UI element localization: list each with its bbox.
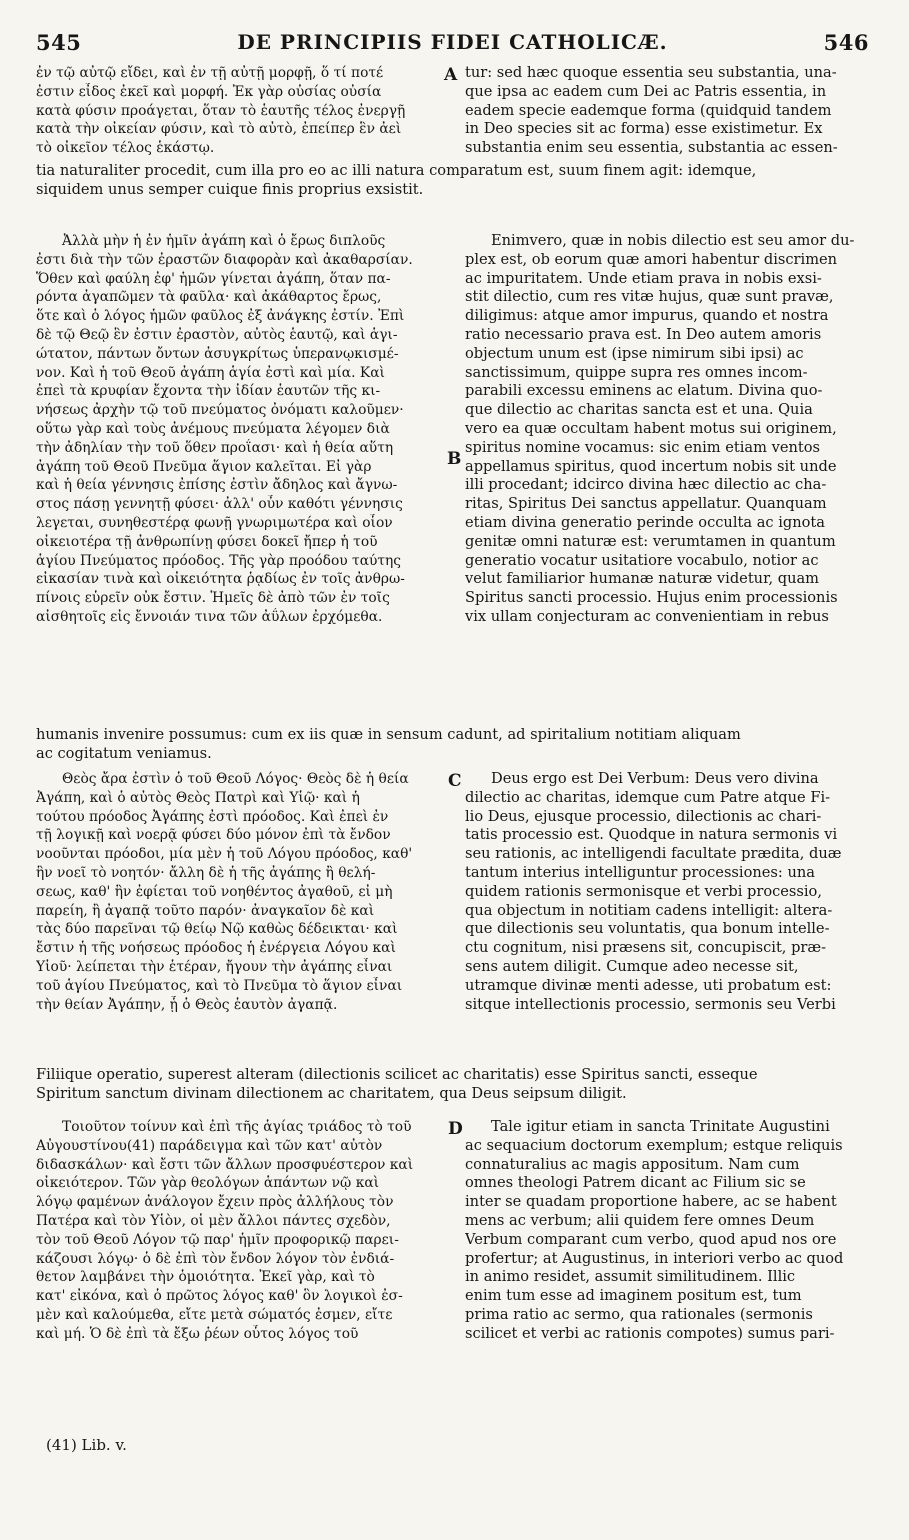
latin-line: ac sequacium doctorum exemplum; estque reliquis	[465, 1136, 843, 1154]
greek-line: τὴν ἀδηλίαν τὴν τοῦ ὅθεν προΐασι· καὶ ἡ θεία αὕτη	[36, 439, 394, 456]
greek-line: τούτου πρόοδος Ἀγάπης ἐστὶ πρόοδος. Καὶ ἐπεὶ ἐν	[36, 808, 389, 825]
greek-line: Ἀλλὰ μὴν ἡ ἐν ἡμῖν ἀγάπη καὶ ὁ ἔρως διπλοῦς	[62, 233, 386, 249]
latin-line: que ipsa ac eadem cum Dei ac Patris essentia, in	[465, 82, 827, 100]
margin-marker-d: D	[448, 1119, 463, 1139]
greek-line: Ὅθεν καὶ φαύλη ἐφ' ἡμῶν γίνεται ἀγάπη, ὅταν πα-	[36, 270, 391, 287]
full-width-continuation	[36, 1066, 874, 1104]
full-width-continuation	[36, 726, 874, 764]
greek-line: οἰκειότερον. Τῶν γὰρ θεολόγων ἁπάντων νῷ καὶ	[36, 1175, 380, 1192]
greek-line: κατὰ τὴν οἰκείαν φύσιν, καὶ τὸ αὐτὸ, ἐπείπερ ἓν ἀεὶ	[36, 121, 402, 138]
latin-line: vix ullam conjecturam ac convenientiam in rebus	[465, 607, 829, 625]
greek-line: ἐν τῷ αὐτῷ εἴδει, καὶ ἐν τῇ αὐτῇ μορφῇ, ὅ τί ποτέ	[36, 65, 384, 81]
greek-line: τὸν τοῦ Θεοῦ Λόγον τῷ παρ' ἡμῖν προφορικῷ παρει-	[36, 1231, 399, 1248]
page-number-left: 545	[36, 30, 82, 55]
greek-line: Τοιοῦτον τοίνυν καὶ ἐπὶ τῆς ἁγίας τριάδος τὸ τοῦ	[62, 1119, 412, 1135]
latin-line: in Deo species sit ac forma) esse existimetur. Ex	[465, 120, 823, 138]
latin-column	[465, 64, 874, 158]
latin-line: scilicet et verbi ac rationis compotes) sumus pari-	[465, 1324, 835, 1342]
latin-line: dilectio ac charitas, idemque cum Patre atque Fi-	[465, 788, 831, 806]
latin-line: stit dilectio, cum res vitæ hujus, quæ sunt pravæ,	[465, 288, 834, 306]
greek-line: διδασκάλων· καὶ ἔστι τῶν ἄλλων προσφυέστερον καὶ	[36, 1156, 414, 1173]
greek-line: νοοῦνται πρόοδοι, μία μὲν ἡ τοῦ Λόγου πρόοδος, καθ'	[36, 846, 413, 863]
latin-line: tur: sed hæc quoque essentia seu substantia, una-	[465, 64, 837, 81]
greek-line: Ἀγάπη, καὶ ὁ αὐτὸς Θεὸς Πατρὶ καὶ Υἱῷ· καὶ ἡ	[36, 789, 360, 806]
greek-line: τὸ οἰκεῖον τέλος ἑκάστῳ.	[36, 140, 215, 157]
latin-line: genitæ omni naturæ est: verumtamen in quantum	[465, 532, 836, 550]
greek-line: κάζουσι λόγῳ· ὁ δὲ ἐπὶ τὸν ἔνδον λόγον τὸν ἐνδιά-	[36, 1250, 395, 1267]
latin-line: velut familiarior humanæ naturæ videtur, quam	[465, 570, 820, 588]
latin-line: connaturalius ac magis appositum. Nam cum	[465, 1155, 800, 1173]
latin-line: omnes theologi Patrem dicant ac Filium sic se	[465, 1174, 806, 1192]
greek-line: στος πάσῃ γεννητῇ φύσει· ἀλλ' οὖν καθότι γέννησις	[36, 496, 403, 513]
latin-line: prima ratio ac sermo, qua rationales (sermonis	[465, 1305, 813, 1323]
greek-line: ἐπεὶ τὰ κρυφίαν ἔχοντα τὴν ἰδίαν ἑαυτῶν τῆς κι-	[36, 383, 381, 400]
latin-line: profertur; at Augustinus, in interiori verbo ac quod	[465, 1249, 844, 1267]
latin-line: que dilectio ac charitas sancta est et una. Quia	[465, 401, 813, 419]
greek-line: οὕτω γὰρ καὶ τοὺς ἀνέμους πνεύματα λέγομεν διὰ	[36, 420, 390, 437]
latin-line: appellamus spiritus, quod incertum nobis sit unde	[465, 457, 837, 475]
greek-line: ἀγάπη τοῦ Θεοῦ Πνεῦμα ἅγιον καλεῖται. Εἰ γὰρ	[36, 458, 372, 475]
greek-line: ἔστιν ἡ τῆς νοήσεως πρόοδος ἡ ἐνέργεια Λόγου καὶ	[36, 940, 396, 957]
footnote: (41) Lib. v.	[46, 1436, 127, 1454]
greek-line: σεως, καθ' ἣν ἐφίεται τοῦ νοηθέντος ἀγαθοῦ, εἰ μὴ	[36, 883, 393, 900]
page-number-right: 546	[823, 30, 869, 55]
span-line: ac cogitatum veniamus.	[36, 744, 212, 762]
latin-line: ctu cognitum, nisi præsens sit, concupiscit, præ-	[465, 939, 827, 957]
latin-line: illi procedant; idcirco divina hæc dilectio ac cha-	[465, 476, 827, 494]
greek-line: νον. Καὶ ἡ τοῦ Θεοῦ ἀγάπη ἁγία ἐστὶ καὶ μία. Καὶ	[36, 364, 385, 381]
latin-line: quidem rationis sermonisque et verbi processio,	[465, 882, 822, 900]
latin-line: inter se quadam proportione habere, ac se habent	[465, 1193, 837, 1211]
latin-line: vero ea quæ occultam habent motus sui originem,	[465, 419, 837, 437]
latin-line: Deus ergo est Dei Verbum: Deus vero divina	[491, 770, 819, 787]
greek-line: μὲν καὶ καλούμεθα, εἴτε μετὰ σώματός ἐσμεν, εἴτε	[36, 1306, 393, 1323]
greek-line: τοῦ ἁγίου Πνεύματος, καὶ τὸ Πνεῦμα τὸ ἅγιον εἶναι	[36, 977, 403, 994]
greek-line: ἁγίου Πνεύματος πρόοδος. Τῆς γὰρ προόδου ταύτης	[36, 552, 402, 569]
latin-line: utramque divinæ menti adesse, uti probatum est:	[465, 976, 832, 994]
greek-line: τὴν θείαν Ἀγάπην, ᾗ ὁ Θεὸς ἑαυτὸν ἀγαπᾷ.	[36, 996, 338, 1013]
latin-line: sens autem diligit. Cumque adeo necesse sit,	[465, 957, 799, 975]
latin-line: objectum unum est (ipse nimirum sibi ipsi) ac	[465, 344, 804, 362]
greek-line: καὶ ἡ θεία γέννησις ἐπίσης ἐστὶν ἄδηλος καὶ ἄγνω-	[36, 477, 398, 494]
greek-line: Υἱοῦ· λείπεται τὴν ἑτέραν, ἤγουν τὴν ἀγάπης εἶναι	[36, 958, 393, 975]
span-line: siquidem unus semper cuique finis proprius exsistit.	[36, 180, 424, 198]
latin-line: que dilectionis seu voluntatis, qua bonum intelle-	[465, 920, 830, 938]
latin-line: tatis processio est. Quodque in natura sermonis vi	[465, 826, 838, 844]
latin-line: sanctissimum, quippe supra res omnes incom-	[465, 363, 808, 381]
latin-line: enim tum esse ad imaginem positum est, tum	[465, 1287, 802, 1305]
span-line: tia naturaliter procedit, cum illa pro eo ac illi natura comparatum est, suum finem agit: idemque,	[36, 162, 757, 179]
latin-line: tantum interius intelliguntur processiones: una	[465, 863, 815, 881]
greek-line: κατ' εἰκόνα, καὶ ὁ πρῶτος λόγος καθ' ὃν λογικοὶ ἐσ-	[36, 1288, 403, 1305]
greek-line: λεγεται, συνηθεστέρᾳ φωνῇ γνωριμωτέρα καὶ οἷον	[36, 514, 393, 531]
running-title: DE PRINCIPIIS FIDEI CATHOLICÆ.	[237, 30, 668, 54]
greek-line: οἰκειοτέρα τῇ ἀνθρωπίνῃ φύσει δοκεῖ ἤπερ ἡ τοῦ	[36, 533, 378, 550]
latin-line: Spiritus sancti processio. Hujus enim processionis	[465, 589, 838, 607]
greek-line: τὰς δύο παρεῖναι τῷ θείῳ Νῷ καθὼς δέδεικται· καὶ	[36, 921, 398, 938]
latin-line: spiritus nomine vocamus: sic enim etiam ventos	[465, 438, 821, 456]
latin-line: seu rationis, ac intelligendi facultate prædita, duæ	[465, 845, 842, 863]
greek-line: ἐστιν εἶδος ἐκεῖ καὶ μορφή. Ἐκ γὰρ οὐσίας οὐσία	[36, 83, 382, 100]
greek-line: νήσεως ἀρχὴν τῷ τοῦ πνεύματος ὀνόματι καλοῦμεν·	[36, 402, 404, 419]
margin-marker-b: B	[447, 449, 462, 469]
greek-line: ὅτε καὶ ὁ λόγος ἡμῶν φαῦλος ἐξ ἀνάγκης ἐστίν. Ἐπὶ	[36, 308, 405, 325]
latin-line: parabili excessu eminens ac elatum. Divina quo-	[465, 382, 823, 400]
greek-line: τῇ λογικῇ καὶ νοερᾷ φύσει δύο μόνον ἐπὶ τὰ ἔνδον	[36, 827, 391, 844]
latin-line: Tale igitur etiam in sancta Trinitate Augustini	[491, 1118, 830, 1135]
greek-column	[36, 64, 441, 158]
margin-marker-a: A	[444, 65, 458, 85]
greek-line: δὲ τῷ Θεῷ ἓν ἐστιν ἐραστὸν, αὐτὸς ἑαυτῷ, καὶ ἁγι-	[36, 326, 398, 343]
span-line: humanis invenire possumus: cum ex iis quæ in sensum cadunt, ad spiritalium notitiam aliquam	[36, 726, 741, 743]
latin-line: sitque intellectionis processio, sermonis seu Verbi	[465, 995, 836, 1013]
greek-column	[36, 232, 441, 627]
greek-line: λόγῳ φαμένων ἀνάλογον ἔχειν πρὸς ἀλλήλους τὸν	[36, 1194, 394, 1211]
latin-line: qua objectum in notitiam cadens intelligit: altera-	[465, 901, 833, 919]
greek-line: καὶ μή. Ὁ δὲ ἐπὶ τὰ ἔξω ῥέων οὗτος λόγος τοῦ	[36, 1325, 359, 1342]
latin-line: lio Deus, ejusque processio, dilectionis ac chari-	[465, 807, 822, 825]
greek-line: θετον λαμβάνει τὴν ὁμοιότητα. Ἐκεῖ γὰρ, καὶ τὸ	[36, 1269, 375, 1286]
greek-line: ἐστι διὰ τὴν τῶν ἐραστῶν διαφορὰν καὶ ἀκαθαρσίαν.	[36, 251, 413, 268]
greek-line: Αὐγουστίνου(41) παράδειγμα καὶ τῶν κατ' αὐτὸν	[36, 1137, 383, 1154]
greek-line: παρείη, ἢ ἀγαπᾷ τοῦτο παρόν· ἀναγκαῖον δὲ καὶ	[36, 902, 375, 919]
margin-marker-c: C	[448, 771, 462, 791]
latin-line: substantia enim seu essentia, substantia ac essen-	[465, 139, 838, 157]
greek-line: πίνοις εὑρεῖν οὐκ ἔστιν. Ἡμεῖς δὲ ἀπὸ τῶν ἐν τοῖς	[36, 590, 390, 607]
greek-line: ρόντα ἀγαπῶμεν τὰ φαῦλα· καὶ ἀκάθαρτος ἔρως,	[36, 289, 382, 306]
latin-line: mens ac verbum; alii quidem fere omnes Deum	[465, 1211, 815, 1229]
latin-line: etiam divina generatio perinde occulta ac ignota	[465, 513, 825, 531]
span-line: Filiique operatio, superest alteram (dilectionis scilicet ac charitatis) esse Spiritus sancti, esseque	[36, 1066, 758, 1083]
latin-line: ac impuritatem. Unde etiam prava in nobis exsi-	[465, 269, 822, 287]
latin-line: in animo residet, assumit similitudinem. Illic	[465, 1268, 796, 1286]
greek-line: Θεὸς ἄρα ἐστὶν ὁ τοῦ Θεοῦ Λόγος· Θεὸς δὲ ἡ θεία	[62, 771, 409, 787]
span-line: Spiritum sanctum divinam dilectionem ac charitatem, qua Deus seipsum diligit.	[36, 1084, 627, 1102]
latin-line: ritas, Spiritus Dei sanctus appellatur. Quanquam	[465, 495, 827, 513]
latin-line: Enimvero, quæ in nobis dilectio est seu amor du-	[491, 232, 855, 249]
greek-line: ώτατον, πάντων ὄντων ἀσυγκρίτως ὑπερανῳκισμέ-	[36, 345, 399, 362]
full-width-continuation	[36, 162, 874, 200]
greek-line: Πατέρα καὶ τὸν Υἱὸν, οἱ μὲν ἄλλοι πάντες σχεδὸν,	[36, 1212, 391, 1229]
latin-line: generatio vocatur usitatiore vocabulo, notior ac	[465, 551, 819, 569]
greek-column	[36, 770, 441, 1014]
latin-line: ratio necessario prava est. In Deo autem amoris	[465, 325, 822, 343]
latin-line: diligimus: atque amor impurus, quando et nostra	[465, 307, 829, 325]
greek-line: εἰκασίαν τινὰ καὶ οἰκειότητα ῥᾳδίως ἐν τοῖς ἀνθρω-	[36, 571, 405, 588]
latin-line: plex est, ob eorum quæ amori habentur discrimen	[465, 250, 838, 268]
greek-line: αἰσθητοῖς εἰς ἔννοιάν τινα τῶν ἀΰλων ἐρχόμεθα.	[36, 608, 383, 625]
running-header	[36, 30, 869, 60]
latin-column	[465, 1118, 874, 1344]
latin-column	[465, 232, 874, 627]
greek-line: κατὰ φύσιν προάγεται, ὅταν τὸ ἑαυτῆς τέλος ἐνεργῇ	[36, 102, 406, 119]
greek-line: ἣν νοεῖ τὸ νοητόν· ἄλλη δὲ ἡ τῆς ἀγάπης ἢ θελή-	[36, 864, 376, 881]
greek-column	[36, 1118, 441, 1344]
latin-line: eadem specie eademque forma (quidquid tandem	[465, 101, 832, 119]
latin-line: Verbum comparant cum verbo, quod apud nos ore	[465, 1230, 837, 1248]
latin-column	[465, 770, 874, 1014]
